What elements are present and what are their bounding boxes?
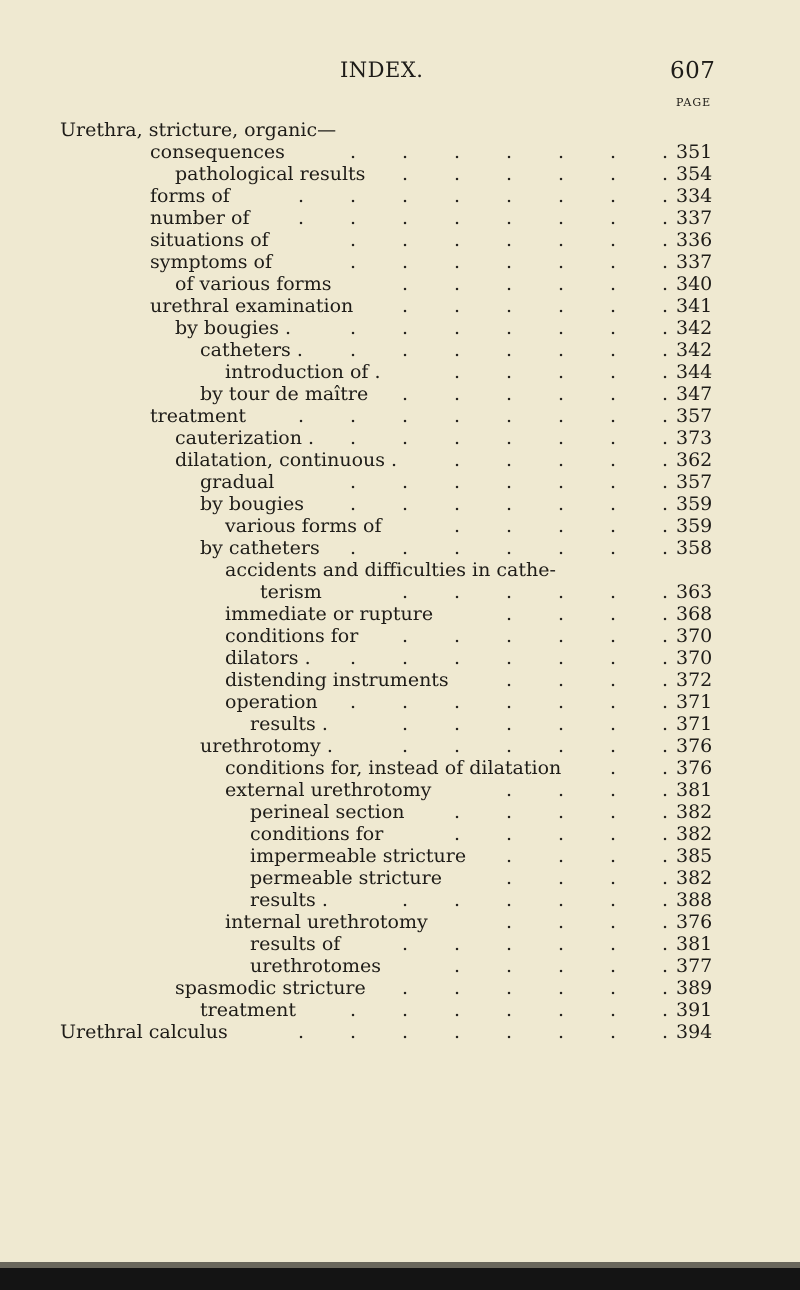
index-entry-text: symptoms of [150,251,273,273]
index-entry-text: Urethra, stricture, organic— [60,119,337,141]
index-entry-text: by tour de maître [200,383,369,405]
index-entry-page: 351 [676,141,713,163]
index-entry-text: various forms of [225,515,382,537]
page-column-label: PAGE [676,96,712,109]
index-entry-text: pathological results [175,163,366,185]
index-entry-page: 341 [676,295,713,317]
index-entry-text: results of [250,933,341,955]
index-entry-text: Urethral calculus [60,1021,228,1043]
index-entry-page: 359 [676,515,713,537]
index-entry-page: 370 [676,647,713,669]
index-entry-page: 362 [676,449,713,471]
page-number: 607 [670,58,716,84]
index-entry-page: 394 [676,1021,713,1043]
index-entry-text: results . [250,713,328,735]
index-entry-page: 371 [676,713,713,735]
index-entry-text: internal urethrotomy [225,911,428,933]
index-entry-text: consequences [150,141,285,163]
index-entry-text: situations of [150,229,269,251]
index-entry-page: 381 [676,779,713,801]
index-entry-page: 368 [676,603,713,625]
index-entry-text: accidents and difficulties in cathe- [225,559,556,581]
index-entry-page: 358 [676,537,713,559]
index-entry-text: gradual [200,471,275,493]
index-entry-page: 376 [676,735,713,757]
running-header-title: INDEX. [340,58,424,82]
index-entry-text: urethral examination [150,295,354,317]
index-entry-page: 337 [676,207,713,229]
page-bottom-border [0,1268,800,1290]
index-entry-text: conditions for [225,625,359,647]
index-entry-page: 337 [676,251,713,273]
index-entry-text: number of [150,207,250,229]
index-entry-text: of various forms [175,273,332,295]
index-entry-text: by bougies . [175,317,292,339]
index-entry-text: forms of [150,185,230,207]
index-entry-page: 382 [676,801,713,823]
index-entry-page: 354 [676,163,713,185]
index-entry-text: catheters . [200,339,303,361]
index-entry-page: 377 [676,955,713,977]
index-entry-page: 382 [676,867,713,889]
index-entry-page: 371 [676,691,713,713]
index-entry-text: spasmodic stricture [175,977,366,999]
index-entry-page: 372 [676,669,713,691]
index-entry-text: conditions for [250,823,384,845]
index-entry-page: 382 [676,823,713,845]
index-entry-page: 357 [676,471,713,493]
index-entry-text: operation [225,691,318,713]
index-entry-page: 389 [676,977,713,999]
index-entry-page: 373 [676,427,713,449]
index-entry-page: 336 [676,229,713,251]
index-entry-page: 376 [676,757,713,779]
index-entry-text: dilatation, continuous . [175,449,398,471]
index-entry-page: 391 [676,999,713,1021]
index-entry-page: 359 [676,493,713,515]
index-entry-page: 370 [676,625,713,647]
index-entry-text: terism [260,581,322,603]
index-entry-text: external urethrotomy [225,779,432,801]
index-entry-page: 334 [676,185,713,207]
index-entry-page: 363 [676,581,713,603]
index-entry-text: conditions for, instead of dilatation [225,757,562,779]
index-entry-text: cauterization . [175,427,315,449]
index-entry-text: treatment [200,999,297,1021]
index-entry-text: results . [250,889,328,911]
index-entry-text: permeable stricture [250,867,442,889]
index-entry-text: by bougies [200,493,305,515]
index-entry-text: by catheters [200,537,320,559]
index-entry-text: distending instruments [225,669,449,691]
index-entry-text: urethrotomy . [200,735,333,757]
index-entry-page: 385 [676,845,713,867]
index-entry-page: 342 [676,339,713,361]
index-entry-page: 388 [676,889,713,911]
index-entry-text: treatment [150,405,247,427]
index-entry-page: 342 [676,317,713,339]
index-entry-text: introduction of . [225,361,381,383]
index-entry-page: 376 [676,911,713,933]
index-entry-text: perineal section [250,801,405,823]
index-page: INDEX. 607 PAGE Urethra, stricture, organic— consequences 351 . . . . . . . pathological results 354 . . . . . . forms of 334 . . . . . . . . number of 337 . . . . . . . . situations of 336 . . . . . . . symptoms of 337 . . . . . . . of various forms 340 . . . . . . urethral examination 341 . . . . . . by bougies . 342 . . . . . . . catheters . 342 . . . . . . . introduction of . 344 . . . . . by tour de maître 347 . . . . . . treatment 357 . . . . . . . . cauterization . 373 . . . . . . . dilatation, continuous . 362 . . . . . gradual 357 . . . . . . . by bougies 359 . . . . . . . various forms of 359 . . . . . by catheters 358 . . . . . . . accidents and difficulties in cathe- terism 363 . . . . . . immediate or rupture 368 . . . . conditions for 370 . . . . . . dilators . 370 . . . . . . . distending instruments 372 . . . . operation 371 . . . . . . . results . 371 . . . . . . urethrotomy . 376 . . . . . . conditions for, instead of dilatation 376 . . external urethrotomy 381 . . . . perineal section 382 . . . . . conditions for 382 . . . . . impermeable stricture 385 . . . . permeable stricture 382 . . . . results . 388 . . . . . . internal urethrotomy 376 . . . . results of 381 . . . . . . urethrotomes 377 . . . . . spasmodic stricture 389 . . . . . . treatment 391 . . . . . . . Urethral calculus 394 . . . . . . . . [0,0,800,1290]
index-entry-page: 381 [676,933,713,955]
index-entry-page: 347 [676,383,713,405]
index-entry-text: impermeable stricture [250,845,467,867]
index-entry-text: urethrotomes [250,955,382,977]
index-entry-page: 357 [676,405,713,427]
index-entry-page: 340 [676,273,713,295]
index-entry-text: immediate or rupture [225,603,434,625]
index-entry-page: 344 [676,361,713,383]
index-entry-text: dilators . [225,647,311,669]
